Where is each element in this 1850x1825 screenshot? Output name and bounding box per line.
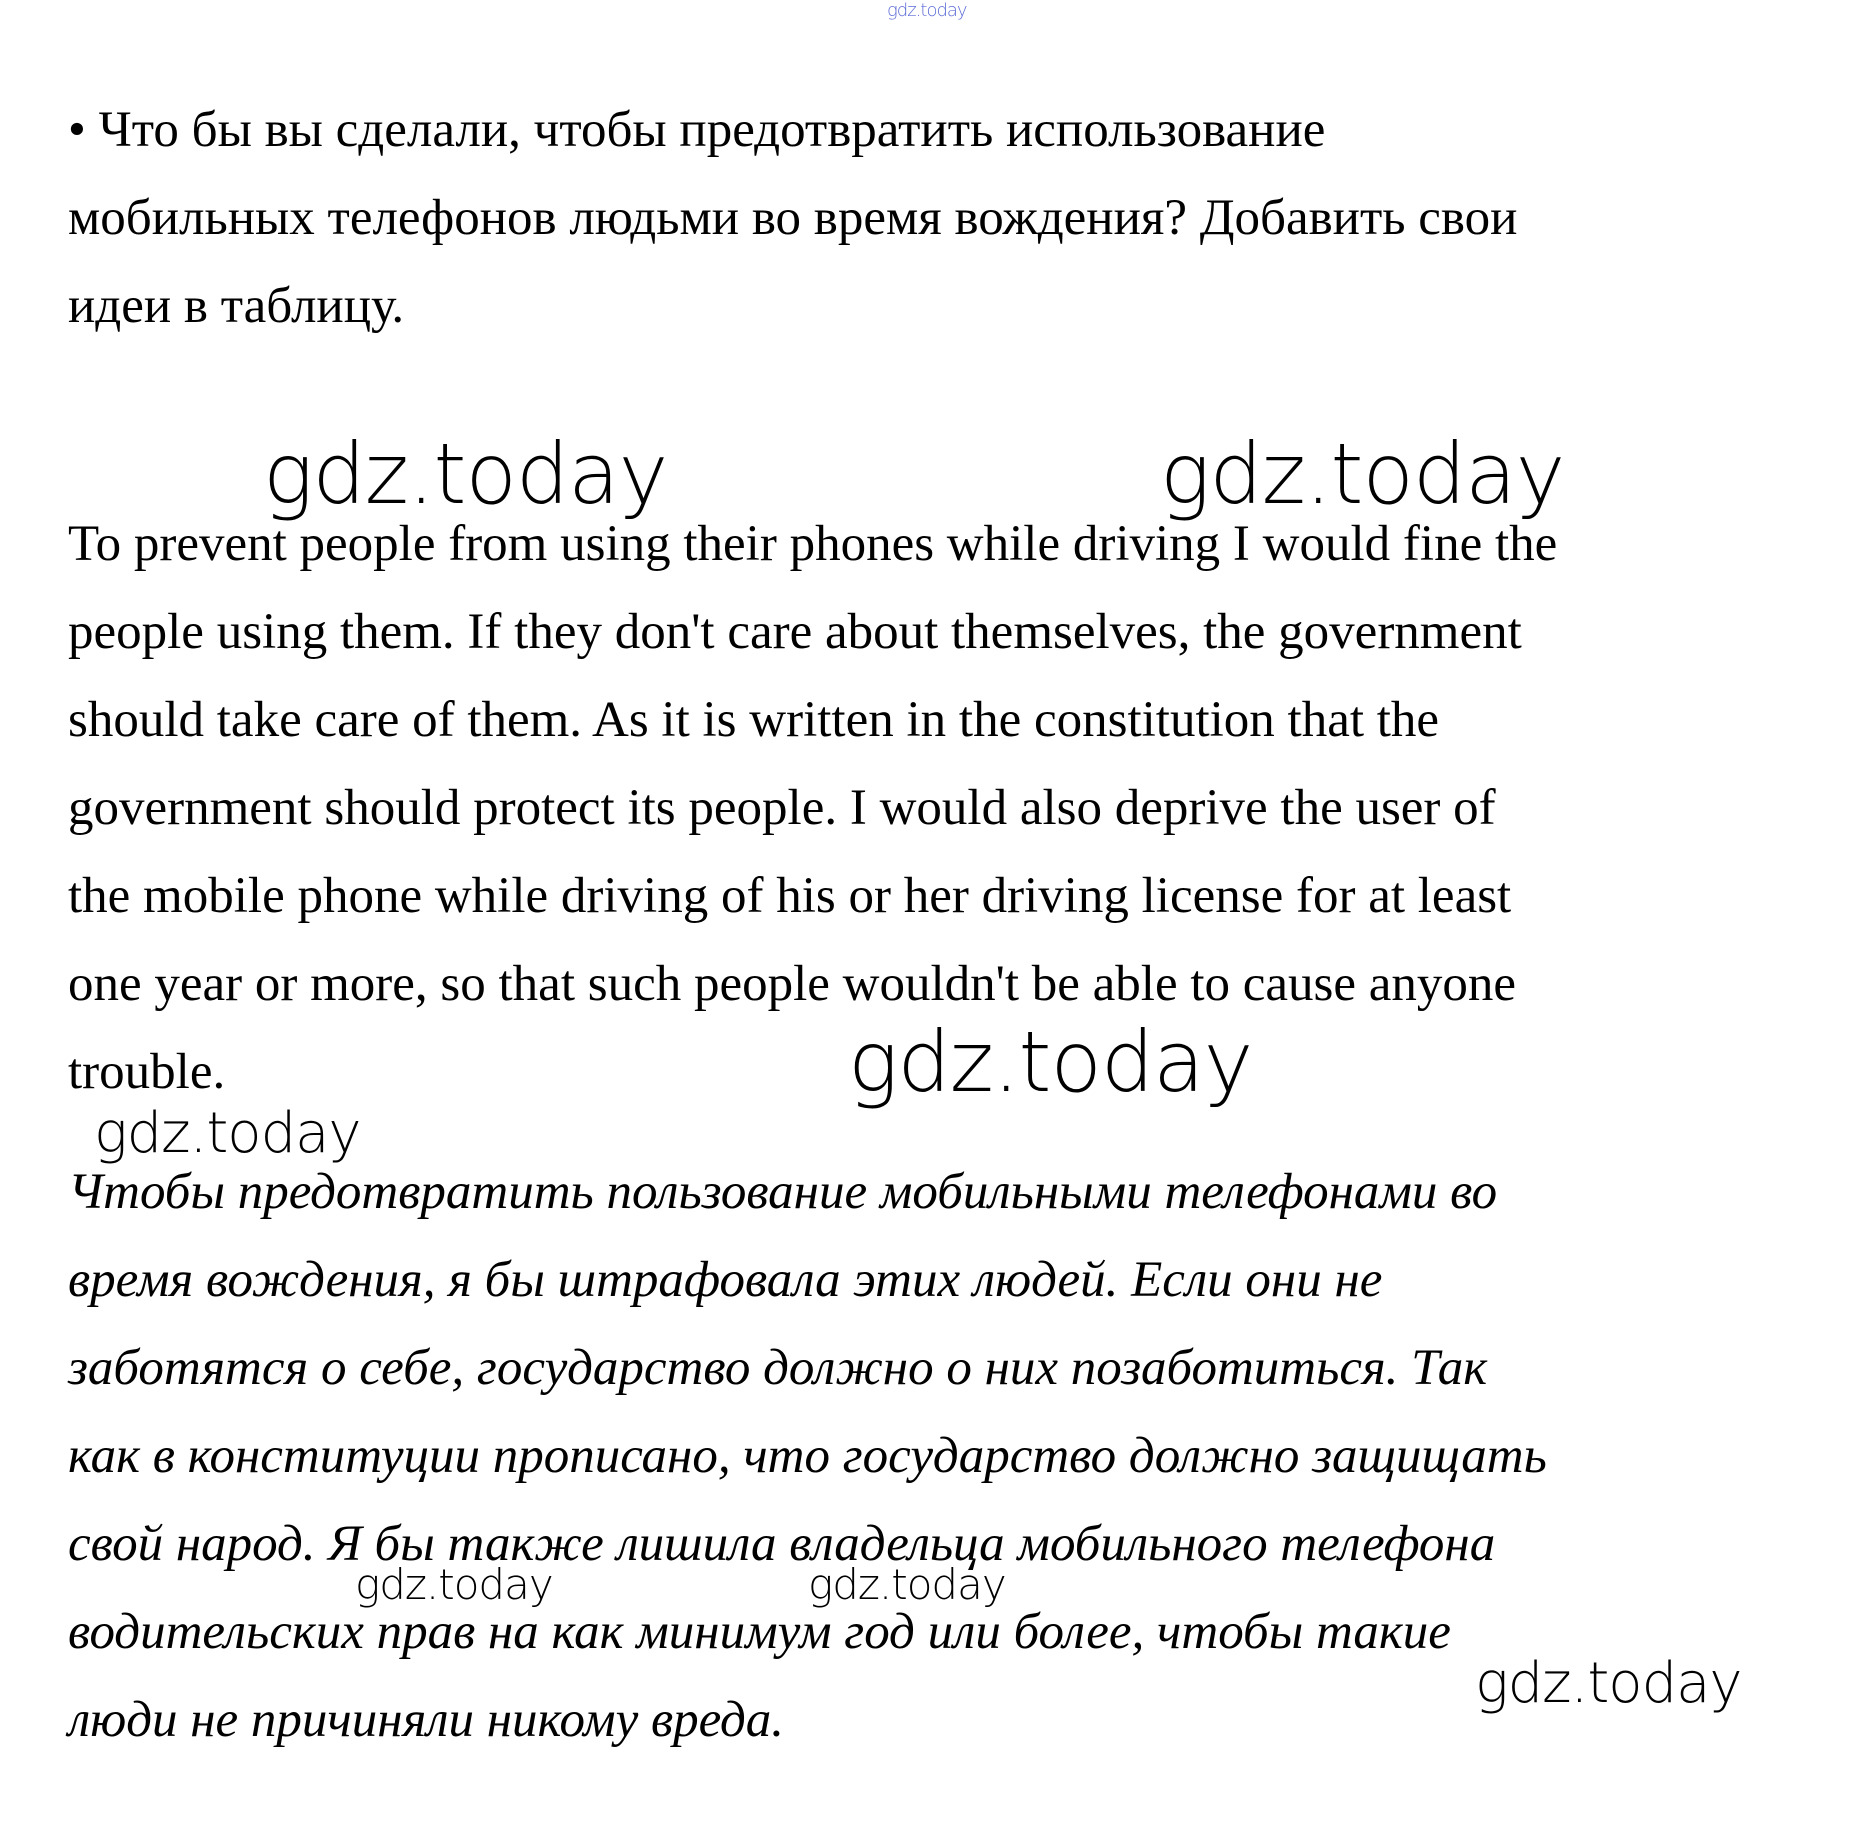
answer-ru-line: люди не причиняли никому вреда.: [68, 1692, 785, 1748]
watermark: gdz.today: [808, 1560, 1006, 1609]
watermark-top: gdz.today: [887, 0, 967, 21]
question-text: [68, 86, 1768, 350]
answer-en-line: government should protect its people. I would also deprive the user of: [68, 780, 1496, 836]
answer-ru-line: Чтобы предотвратить пользование мобильными телефонами во: [68, 1164, 1498, 1220]
answer-en-line: people using them. If they don't care about themselves, the government: [68, 604, 1522, 660]
watermark: gdz.today: [1475, 1651, 1742, 1716]
watermark: gdz.today: [263, 425, 668, 523]
answer-en-line: To prevent people from using their phones while driving I would fine the: [68, 516, 1558, 572]
watermark: gdz.today: [1160, 425, 1565, 523]
question-line: идеи в таблицу.: [68, 278, 405, 334]
answer-en-line: one year or more, so that such people wouldn't be able to cause anyone: [68, 956, 1517, 1012]
answer-en-line: should take care of them. As it is written in the constitution that the: [68, 692, 1440, 748]
question-line: мобильных телефонов людьми во время вождения? Добавить свои: [68, 190, 1518, 246]
answer-en-line: trouble.: [68, 1044, 226, 1100]
answer-ru-line: как в конституции прописано, что государство должно защищать: [68, 1428, 1547, 1484]
watermark: gdz.today: [848, 1013, 1253, 1111]
answer-ru-line: свой народ. Я бы также лишила владельца мобильного телефона: [68, 1516, 1496, 1572]
watermark: gdz.today: [355, 1560, 553, 1609]
question-line: • Что бы вы сделали, чтобы предотвратить использование: [68, 102, 1326, 158]
answer-ru-line: время вождения, я бы штрафовала этих людей. Если они не: [68, 1252, 1383, 1308]
answer-ru-line: заботятся о себе, государство должно о них позаботиться. Так: [68, 1340, 1488, 1396]
answer-ru-line: водительских прав на как минимум год или более, чтобы такие: [68, 1604, 1451, 1660]
watermark: gdz.today: [94, 1101, 361, 1166]
answer-en-line: the mobile phone while driving of his or her driving license for at least: [68, 868, 1512, 924]
